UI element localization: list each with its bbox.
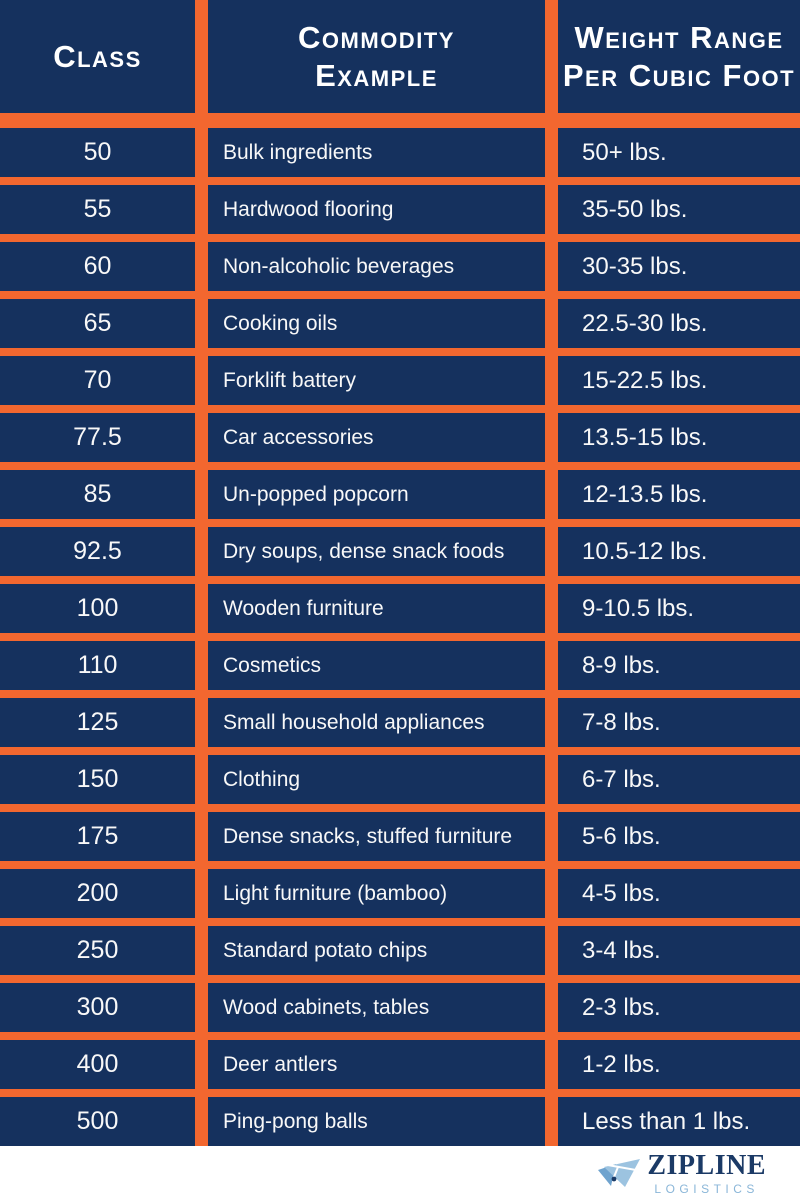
commodity-value: Un-popped popcorn	[223, 482, 409, 506]
class-value: 92.5	[73, 537, 122, 565]
weight-cell	[558, 926, 800, 975]
brand-name: ZIPLINE	[647, 1149, 766, 1181]
commodity-cell	[208, 356, 545, 405]
commodity-cell	[208, 641, 545, 690]
class-cell	[0, 299, 195, 348]
weight-value: Less than 1 lbs.	[582, 1107, 751, 1135]
zipline-flag-icon	[598, 1157, 640, 1189]
weight-cell	[558, 1097, 800, 1146]
weight-value: 7-8 lbs.	[582, 708, 661, 736]
weight-cell	[558, 584, 800, 633]
commodity-value: Cosmetics	[223, 653, 322, 677]
class-cell	[0, 812, 195, 861]
class-value: 400	[76, 1050, 119, 1078]
weight-value: 9-10.5 lbs.	[582, 594, 695, 622]
brand-subtitle: LOGISTICS	[654, 1181, 759, 1196]
commodity-value: Ping-pong balls	[223, 1109, 368, 1133]
weight-value: 1-2 lbs.	[582, 1050, 661, 1078]
commodity-cell	[208, 299, 545, 348]
weight-value: 15-22.5 lbs.	[582, 366, 708, 394]
class-value: 55	[83, 195, 112, 223]
weight-value: 4-5 lbs.	[582, 879, 661, 907]
commodity-cell	[208, 1097, 545, 1146]
class-cell	[0, 356, 195, 405]
weight-value: 22.5-30 lbs.	[582, 309, 708, 337]
class-cell	[0, 755, 195, 804]
weight-value: 8-9 lbs.	[582, 651, 661, 679]
class-cell	[0, 413, 195, 462]
weight-cell	[558, 983, 800, 1032]
class-cell	[0, 1040, 195, 1089]
class-value: 110	[77, 651, 118, 679]
class-cell	[0, 242, 195, 291]
class-cell	[0, 983, 195, 1032]
class-value: 300	[76, 993, 119, 1021]
commodity-value: Bulk ingredients	[223, 140, 373, 164]
header-weight-line1: Weight Range	[574, 19, 784, 55]
commodity-value: Hardwood flooring	[223, 197, 394, 221]
table-body	[0, 128, 800, 1146]
commodity-value: Dense snacks, stuffed furniture	[223, 824, 513, 848]
header-class-line: Class	[53, 38, 142, 74]
weight-value: 2-3 lbs.	[582, 993, 661, 1021]
class-value: 100	[76, 594, 119, 622]
class-cell	[0, 185, 195, 234]
commodity-value: Clothing	[223, 767, 301, 791]
class-cell	[0, 1097, 195, 1146]
weight-cell	[558, 413, 800, 462]
header-class	[0, 0, 195, 113]
weight-cell	[558, 1040, 800, 1089]
class-value: 500	[76, 1107, 119, 1135]
commodity-cell	[208, 1040, 545, 1089]
commodity-cell	[208, 128, 545, 177]
commodity-cell	[208, 470, 545, 519]
weight-value: 6-7 lbs.	[582, 765, 661, 793]
class-value: 150	[76, 765, 119, 793]
header-weight-line2: Per Cubic Foot	[562, 57, 796, 93]
class-cell	[0, 527, 195, 576]
commodity-value: Deer antlers	[223, 1052, 338, 1076]
weight-cell	[558, 641, 800, 690]
header-commodity-line1: Commodity	[298, 19, 455, 55]
class-value: 200	[76, 879, 119, 907]
weight-cell	[558, 128, 800, 177]
commodity-value: Dry soups, dense snack foods	[223, 539, 505, 563]
logo-text	[647, 1149, 766, 1196]
weight-cell	[558, 869, 800, 918]
weight-cell	[558, 299, 800, 348]
header-weight-range	[558, 0, 800, 113]
commodity-value: Wood cabinets, tables	[223, 995, 430, 1019]
class-cell	[0, 698, 195, 747]
commodity-value: Non-alcoholic beverages	[223, 254, 455, 278]
class-value: 85	[83, 480, 112, 508]
header-separator	[0, 113, 800, 128]
weight-cell	[558, 356, 800, 405]
class-cell	[0, 584, 195, 633]
commodity-cell	[208, 698, 545, 747]
class-cell	[0, 641, 195, 690]
weight-cell	[558, 812, 800, 861]
weight-value: 30-35 lbs.	[582, 252, 688, 280]
commodity-value: Wooden furniture	[223, 596, 384, 620]
class-value: 65	[83, 309, 112, 337]
class-value: 60	[83, 252, 112, 280]
class-value: 125	[76, 708, 119, 736]
weight-value: 50+ lbs.	[582, 138, 667, 166]
class-value: 175	[76, 822, 119, 850]
weight-cell	[558, 755, 800, 804]
class-value: 50	[83, 138, 112, 166]
class-value: 70	[83, 366, 112, 394]
weight-value: 10.5-12 lbs.	[582, 537, 708, 565]
commodity-cell	[208, 926, 545, 975]
weight-cell	[558, 185, 800, 234]
footer	[0, 1146, 800, 1200]
commodity-cell	[208, 413, 545, 462]
class-cell	[0, 869, 195, 918]
commodity-value: Car accessories	[223, 425, 374, 449]
commodity-value: Light furniture (bamboo)	[223, 881, 448, 905]
weight-value: 13.5-15 lbs.	[582, 423, 708, 451]
commodity-value: Standard potato chips	[223, 938, 428, 962]
commodity-value: Small household appliances	[223, 710, 485, 734]
weight-value: 12-13.5 lbs.	[582, 480, 708, 508]
commodity-cell	[208, 812, 545, 861]
commodity-value: Forklift battery	[223, 368, 357, 392]
class-value: 77.5	[73, 423, 122, 451]
weight-cell	[558, 527, 800, 576]
header-commodity-example	[208, 0, 545, 113]
weight-value: 3-4 lbs.	[582, 936, 661, 964]
weight-cell	[558, 698, 800, 747]
weight-value: 35-50 lbs.	[582, 195, 688, 223]
weight-cell	[558, 242, 800, 291]
table-header-row	[0, 0, 800, 113]
class-cell	[0, 926, 195, 975]
header-commodity-line2: Example	[315, 57, 438, 93]
weight-cell	[558, 470, 800, 519]
commodity-cell	[208, 755, 545, 804]
commodity-cell	[208, 242, 545, 291]
commodity-cell	[208, 527, 545, 576]
class-cell	[0, 128, 195, 177]
class-value: 250	[76, 936, 119, 964]
commodity-value: Cooking oils	[223, 311, 338, 335]
zipline-logo	[598, 1149, 766, 1196]
commodity-cell	[208, 584, 545, 633]
weight-value: 5-6 lbs.	[582, 822, 661, 850]
commodity-cell	[208, 983, 545, 1032]
commodity-cell	[208, 869, 545, 918]
commodity-cell	[208, 185, 545, 234]
class-cell	[0, 470, 195, 519]
